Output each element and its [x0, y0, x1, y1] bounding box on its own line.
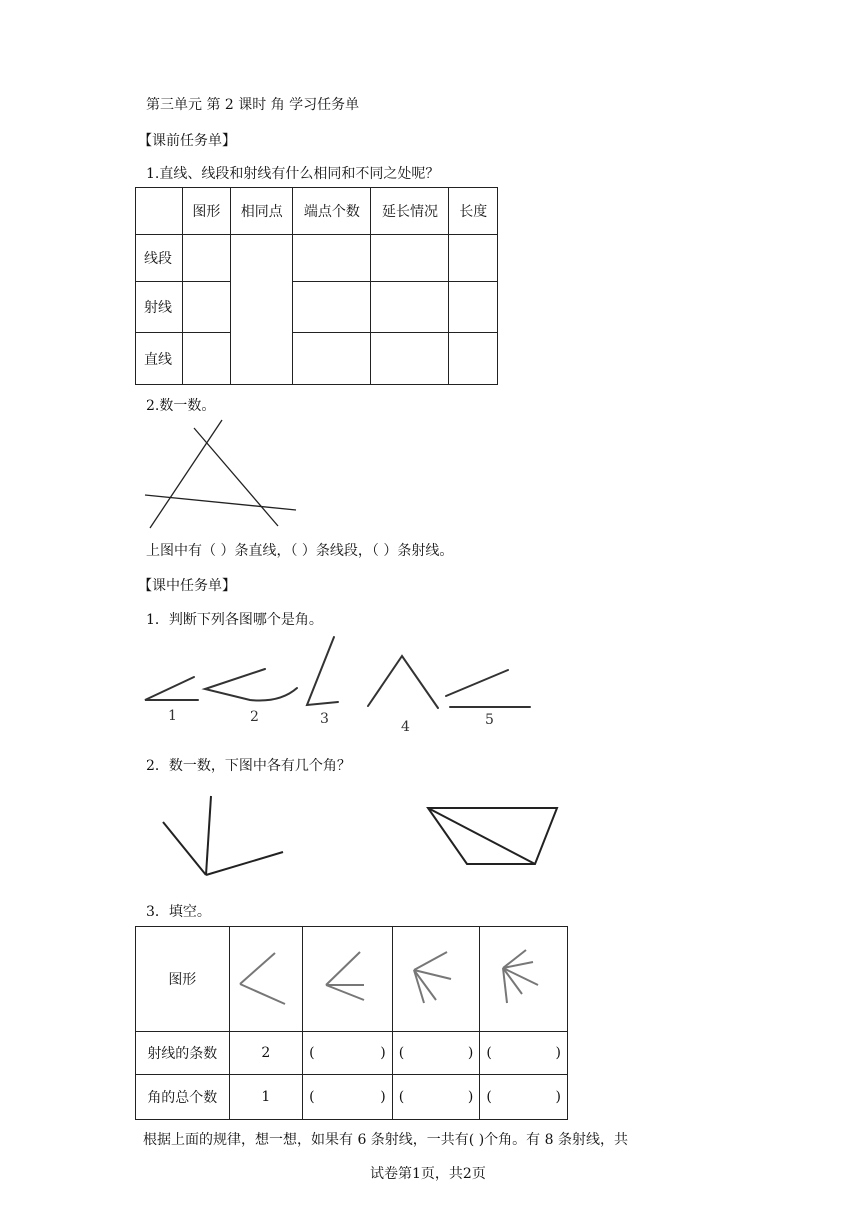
pre-task1-question: 1.直线、线段和射线有什么相同和不同之处呢？ — [146, 166, 440, 182]
page-title: 第三单元 第 2 课时 角 学习任务单 — [146, 97, 360, 113]
paren-close: ) — [467, 1089, 474, 1105]
rule-question: 根据上面的规律，想一想，如果有 6 条射线，一共有( )个角。有 8 条射线，共 — [143, 1132, 628, 1148]
table-header-cell: 长度 — [449, 188, 498, 235]
ray — [240, 984, 285, 1004]
row-label: 直线 — [136, 333, 183, 385]
in-task3-question: 3．填空。 — [146, 904, 211, 920]
table-header-cell: 端点个数 — [293, 188, 371, 235]
paren-open: ( — [398, 1089, 405, 1105]
row-label: 角的总个数 — [136, 1075, 230, 1120]
table-header-cell: 延长情况 — [371, 188, 449, 235]
in-task1-question: 1．判断下列各图哪个是角。 — [146, 612, 323, 628]
paren-open: ( — [398, 1045, 405, 1061]
paren-close: ) — [555, 1089, 561, 1105]
ray — [414, 970, 424, 1003]
pre-task2-question: 2.数一数。 — [146, 398, 216, 414]
ray — [240, 953, 275, 984]
ray — [414, 952, 447, 970]
table-header-cell: 相同点 — [231, 188, 293, 235]
table-header-cell: 图形 — [182, 188, 230, 235]
figure-label: 4 — [401, 719, 410, 735]
figure-label: 3 — [320, 711, 329, 727]
value-cell: 2 — [229, 1032, 303, 1075]
in-section-heading: 【课中任务单】 — [138, 578, 236, 594]
row-label: 图形 — [136, 927, 230, 1032]
figure-label: 5 — [485, 712, 494, 728]
pre-section-heading: 【课前任务单】 — [138, 133, 236, 149]
value-cell: 1 — [229, 1075, 303, 1120]
pre-task2-fill: 上图中有（ ）条直线，（ ）条线段，（ ）条射线。 — [146, 543, 454, 559]
paren-close: ) — [380, 1045, 386, 1061]
page-footer: 试卷第1页，共2页 — [370, 1166, 486, 1182]
ray — [326, 952, 360, 985]
row-label: 射线 — [136, 282, 183, 333]
figure-label: 1 — [168, 708, 177, 724]
ray — [326, 985, 364, 1000]
paren-close: ) — [380, 1089, 386, 1105]
paren-open: ( — [309, 1089, 315, 1105]
paren-open: ( — [486, 1089, 492, 1105]
row-label: 射线的条数 — [136, 1032, 230, 1075]
paren-open: ( — [309, 1045, 315, 1061]
figure-label: 2 — [250, 709, 259, 725]
paren-close: ) — [467, 1045, 474, 1061]
paren-open: ( — [486, 1045, 492, 1061]
in-task2-question: 2．数一数，下图中各有几个角？ — [146, 758, 351, 774]
row-label: 线段 — [136, 235, 183, 282]
paren-close: ) — [555, 1045, 561, 1061]
